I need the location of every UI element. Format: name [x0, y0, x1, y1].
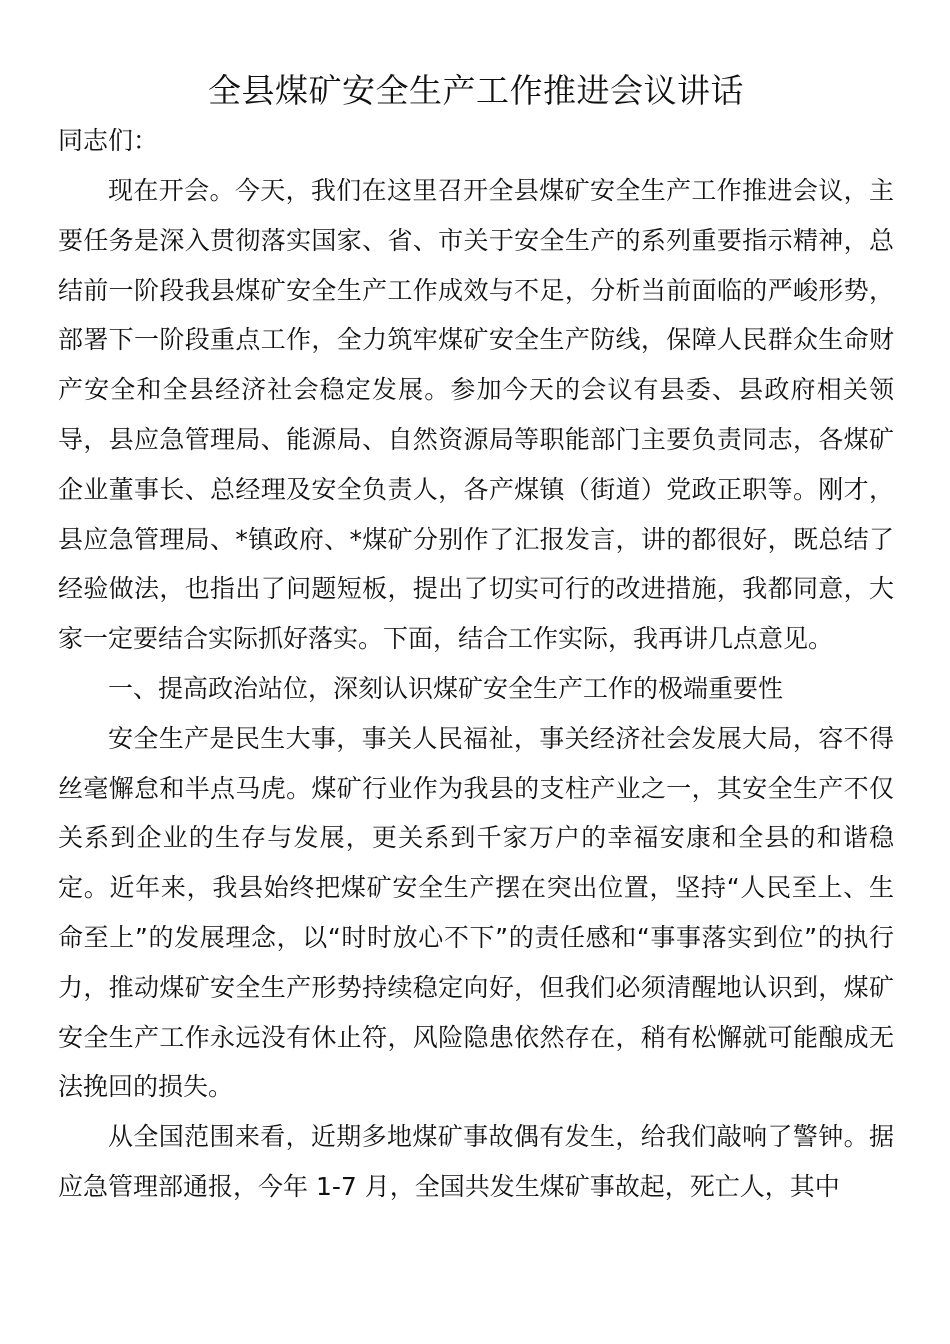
section-1-paragraph-2: 从全国范围来看，近期多地煤矿事故偶有发生，给我们敲响了警钟。据应急管理部通报，今年 1-7 月，全国共发生煤矿事故起，死亡人，其中: [58, 1122, 894, 1201]
opening-paragraph: 现在开会。今天，我们在这里召开全县煤矿安全生产工作推进会议，主要任务是深入贯彻落实国家、省、市关于安全生产的系列重要指示精神，总结前一阶段我县煤矿安全生产工作成效与不足，分析当前面临的严峻形势，部署下一阶段重点工作，全力筑牢煤矿安全生产防线，保障人民群众生命财产安全和全县经济社会稳定发展。参加今天的会议有县委、县政府相关领导，县应急管理局、能源局、自然资源局等职能部门主要负责同志，各煤矿企业董事长、总经理及安全负责人，各产煤镇（街道）党政正职等。刚才，县应急管理局、*镇政府、*煤矿分别作了汇报发言，讲的都很好，既总结了经验做法，也指出了问题短板，提出了切实可行的改进措施，我都同意，大家一定要结合实际抓好落实。下面，结合工作实际，我再讲几点意见。: [58, 176, 894, 654]
section-heading-1: 一、提高政治站位，深刻认识煤矿安全生产工作的极端重要性: [108, 673, 784, 703]
document-page: [58, 66, 894, 1212]
salutation: 同志们：: [58, 126, 159, 155]
document-title: 全县煤矿安全生产工作推进会议讲话: [208, 71, 744, 110]
section-1-paragraph-1: 安全生产是民生大事，事关人民福祉，事关经济社会发展大局，容不得丝毫懈怠和半点马虎。煤矿行业作为我县的支柱产业之一，其安全生产不仅关系到企业的生存与发展，更关系到千家万户的幸福安康和全县的和谐稳定。近年来，我县始终把煤矿安全生产摆在突出位置，坚持“人民至上、生命至上”的发展理念，以“时时放心不下”的责任感和“事事落实到位”的执行力，推动煤矿安全生产形势持续稳定向好，但我们必须清醒地认识到，煤矿安全生产工作永远没有休止符，风险隐患依然存在，稍有松懈就可能酿成无法挽回的损失。: [58, 723, 894, 1102]
